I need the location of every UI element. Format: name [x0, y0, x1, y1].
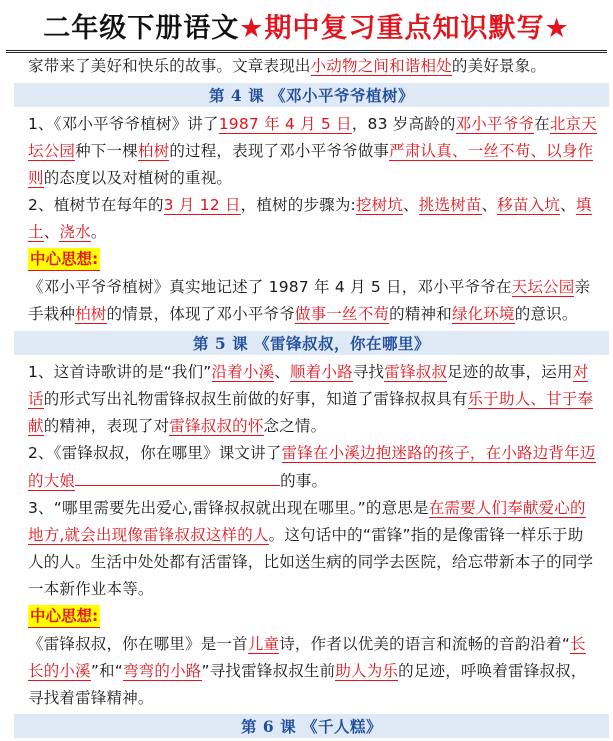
- intro-paragraph: [28, 53, 599, 80]
- text: 的态度以及对植树的重视。: [43, 169, 233, 187]
- lesson-5-theme: [28, 631, 599, 712]
- text: 念之情。: [263, 417, 327, 435]
- answer-underline: 乐于助人、甘于奉献: [28, 390, 594, 435]
- answer-underline: 邓小平爷爷: [455, 115, 535, 133]
- text: 《邓小平爷爷植树》真实地记述了 1987 年 4 月 5 日，邓小平爷爷在: [28, 278, 512, 296]
- answer-underline: 浇水: [59, 223, 91, 241]
- text: 1、《邓小平爷爷植树》讲了: [28, 115, 219, 133]
- text: 寻找: [352, 363, 385, 381]
- text: 1、这首诗歌讲的是“我们”: [28, 363, 212, 381]
- lesson-4-theme: [28, 274, 599, 328]
- blank-line: [75, 467, 280, 486]
- text: 亲手栽种: [28, 278, 591, 323]
- answer-underline: 雷锋叔叔: [384, 363, 448, 381]
- title-highlight: ★期中复习重点知识默写★: [239, 12, 570, 44]
- text: 的足迹，呼唤着雷锋叔叔，寻找着雷锋精神。: [28, 662, 587, 707]
- lesson-4-paragraph-1: [28, 111, 599, 192]
- title-text: 二年级下册语文: [43, 12, 240, 44]
- answer-underline: 北京天坛公园: [28, 115, 597, 160]
- text: ，植树的步骤为:: [240, 196, 356, 214]
- answer-underline: 雷锋在小溪边抱迷路的孩子，在小路边背年迈的大娘: [28, 444, 596, 490]
- answer-underline: 对话: [28, 363, 589, 408]
- answer-underline: 柏树: [75, 305, 107, 323]
- answer-underline: 助人为乐: [335, 662, 399, 680]
- answer-underline: 小动物之间和谐相处: [310, 57, 452, 75]
- text: 2、《雷锋叔叔，你在哪里》课文讲了: [28, 444, 282, 462]
- text: ”和“: [90, 662, 123, 680]
- lesson-5-paragraph-1: [28, 359, 599, 440]
- text: ，83 岁高龄的: [351, 115, 456, 133]
- text: 。这句话中的“雷锋”指的是像雷锋一样乐于助人的人。生活中处处都有活雷锋，比如送生病的同学去医院，给忘带新本子的同学一本新作业本等。: [28, 526, 594, 598]
- lesson-4-heading: [14, 83, 609, 107]
- lesson-heading-text: 第 4 课 《邓小平爷爷植树》: [209, 86, 414, 105]
- answer-underline: 弯弯的小路: [122, 662, 202, 680]
- answer-underline: 做事一丝不苟: [294, 305, 390, 323]
- answer-underline: 柏树: [137, 142, 170, 160]
- answer-underline: 挖树坑: [355, 196, 404, 214]
- text: 诗，作者以优美的语言和流畅的音韵沿着“: [279, 635, 571, 653]
- text: ”寻找雷锋叔叔生前: [201, 662, 336, 680]
- text: 的精神，表现了对: [43, 417, 170, 435]
- text: 足迹的故事，运用: [447, 363, 573, 381]
- answer-underline: 移苗入坑: [497, 196, 561, 214]
- lesson-6-heading: [14, 714, 609, 738]
- text: 的意识。: [514, 305, 578, 323]
- answer-underline: 长长的小溪: [28, 635, 586, 680]
- lesson-5-heading: [14, 331, 609, 355]
- text: 在: [534, 115, 550, 133]
- answer-underline: 1987 年 4 月 5 日: [218, 115, 352, 133]
- text: 家带来了美好和快乐的故事。文章表现出: [28, 57, 311, 75]
- answer-underline: 填土: [28, 196, 592, 241]
- text: 的形式写出礼物雷锋叔叔生前做的好事，知道了雷锋叔叔具有: [43, 390, 468, 408]
- text: 的过程，表现了邓小平爷爷做事: [169, 142, 390, 160]
- text: 3、“哪里需要先出爱心,雷锋叔叔就出现在哪里。”的意思是: [28, 499, 429, 517]
- content-area: [0, 53, 613, 738]
- lesson-heading-text: 第 6 课 《千人糕》: [241, 717, 382, 736]
- answer-underline: 顺着小路: [290, 363, 353, 381]
- text: 的情景，体现了邓小平爷爷: [106, 305, 295, 323]
- answer-underline: 严肃认真、一丝不苟、以身作则: [28, 142, 594, 187]
- text: 的事。: [280, 472, 328, 490]
- lesson-heading-text: 第 5 课 《雷锋叔叔，你在哪里》: [193, 334, 430, 353]
- answer-underline: 在需要人们奉献爱心的地方,就会出现像雷锋叔叔这样的人: [28, 499, 586, 544]
- lesson-5-paragraph-3: [28, 495, 599, 603]
- text: 、: [560, 196, 576, 214]
- lesson-4-paragraph-2: [28, 192, 599, 246]
- text: 种下一棵: [75, 142, 138, 160]
- text: 的精神和: [389, 305, 452, 323]
- text: 、: [43, 223, 60, 241]
- text: 《雷锋叔叔，你在哪里》是一首: [28, 635, 248, 653]
- answer-underline: 天坛公园: [511, 278, 575, 296]
- text: 、: [481, 196, 498, 214]
- text: 的美好景象。: [451, 57, 547, 75]
- lesson-5-paragraph-2: [28, 440, 599, 495]
- answer-underline: 雷锋叔叔的怀: [169, 417, 264, 435]
- text: 2、植树节在每年的: [28, 196, 164, 214]
- text: 、: [403, 196, 419, 214]
- answer-underline: 沿着小溪: [211, 363, 275, 381]
- page-title: [6, 0, 607, 53]
- answer-underline: 3 月 12 日: [163, 196, 241, 214]
- text: 。: [90, 223, 107, 241]
- answer-underline: 绿化环境: [451, 305, 515, 323]
- text: 、: [274, 363, 291, 381]
- answer-underline: 挑选树苗: [418, 196, 482, 214]
- theme-label: 中心思想:: [28, 248, 100, 271]
- theme-label: 中心思想:: [28, 605, 100, 628]
- answer-underline: 儿童: [247, 635, 280, 653]
